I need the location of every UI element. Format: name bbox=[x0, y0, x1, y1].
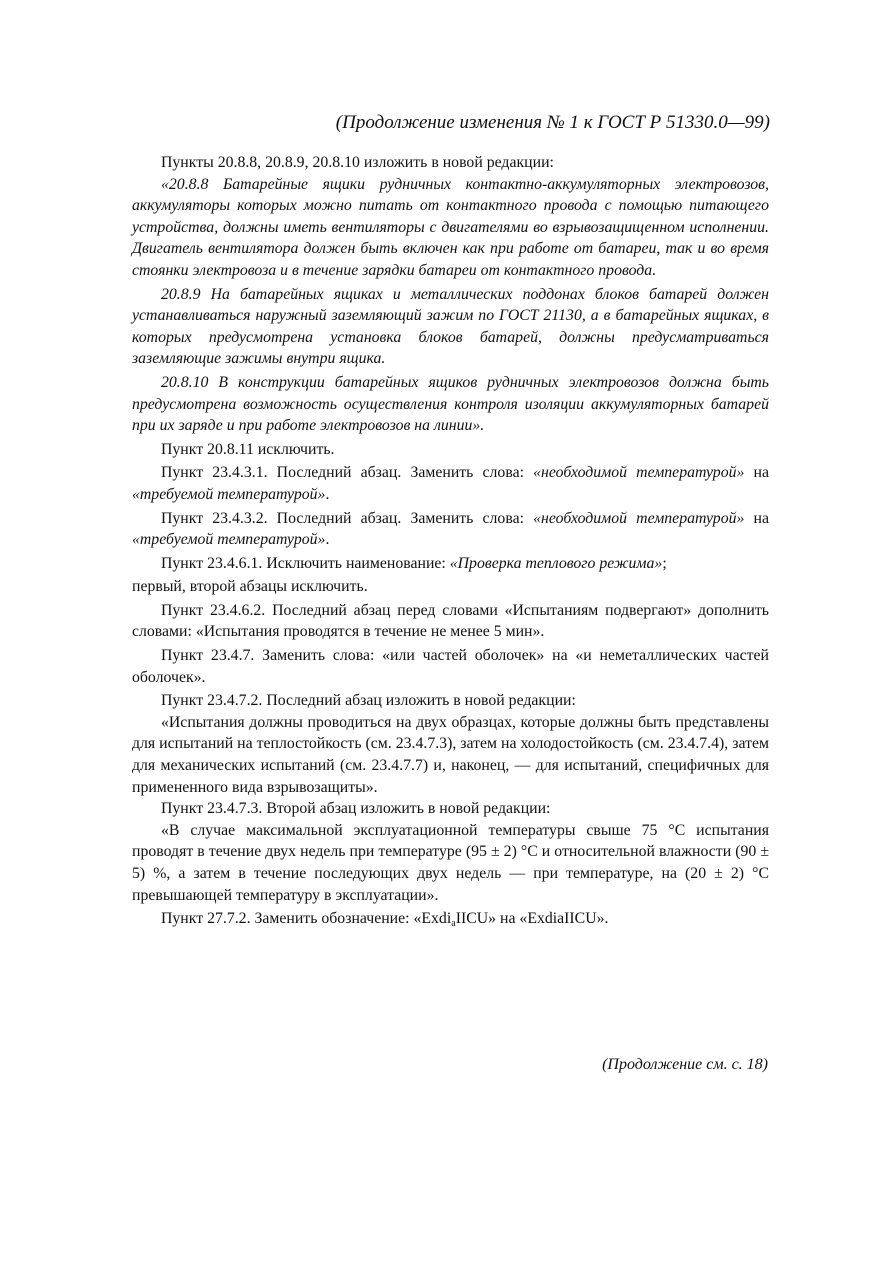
paragraph: Пункт 23.4.6.2. Последний абзац перед словами «Испытаниям подвергают» дополнить словами: «Испытания проводятся в течение не менее 5 мин». bbox=[132, 601, 769, 641]
paragraph: Пункт 23.4.7.2. Последний абзац изложить в новой редакции: bbox=[161, 692, 576, 710]
paragraph: «20.8.8 Батарейные ящики рудничных контактно-аккумуляторных электровозов, аккумуляторы которых можно питать от контактного провода с помощью питающего устройства, должны иметь вентиляторы с двигателями во взрывозащищенном исполнении. Двигатель вентилятора должен быть включен как при работе от батареи, так и во время стоянки электровоза и в течение зарядки батареи от контактного провода. bbox=[132, 175, 769, 279]
paragraph: 20.8.9 На батарейных ящиках и металлических поддонах блоков батарей должен устанавливаться наружный заземляющий зажим по ГОСТ 21130, а в батарейных ящиках, в которых предусмотрена установка блоков батарей, должны предусматриваться заземляющие зажимы внутри ящика. bbox=[132, 285, 769, 368]
paragraph: Пункт 23.4.3.1. Последний абзац. Заменить слова: «необходимой температурой» на «требуемой температурой». bbox=[132, 464, 770, 503]
paragraph: первый, второй абзацы исключить. bbox=[132, 578, 368, 596]
paragraph: Пункт 20.8.11 исключить. bbox=[161, 440, 335, 458]
paragraph: Пункт 23.4.7.3. Второй абзац изложить в новой редакции: bbox=[161, 800, 551, 818]
body-text bbox=[132, 152, 769, 930]
paragraph: 20.8.10 В конструкции батарейных ящиков рудничных электровозов должна быть предусмотрена возможность осуществления контроля изоляции аккумуляторных батарей при их заряде и при работе электровозов на линии». bbox=[132, 373, 769, 435]
paragraph: Пункт 23.4.7. Заменить слова: «или частей оболочек» на «и неметаллических частей оболочек». bbox=[132, 647, 769, 686]
paragraph: «Испытания должны проводиться на двух образцах, которые должны быть представлены для испытаний на теплостойкость (см. 23.4.7.3), затем на холодостойкость (см. 23.4.7.4), затем для механических испытаний (см. 23.4.7.7) и, наконец, — для испытаний, специфичных для примененного вида взрывозащиты». bbox=[132, 713, 769, 796]
continuation-header: (Продолжение изменения № 1 к ГОСТ Р 51330.0—99) bbox=[335, 112, 770, 133]
continuation-footer: (Продолжение см. с. 18) bbox=[602, 1056, 768, 1073]
paragraph: Пункт 23.4.6.1. Исключить наименование: «Проверка теплового режима»; bbox=[161, 554, 667, 572]
paragraph: Пункт 23.4.3.2. Последний абзац. Заменить слова: «необходимой температурой» на «требуемой температурой». bbox=[132, 509, 770, 549]
paragraph: Пункты 20.8.8, 20.8.9, 20.8.10 изложить в новой редакции: bbox=[161, 154, 554, 171]
paragraph: «В случае максимальной эксплуатационной температуры свыше 75 °С испытания проводят в течение двух недель при температуре (95 ± 2) °С и относительной влажности (90 ± 5) %, а затем в течение последующих двух недель — при температуре, на (20 ± 2) °С превышающей температуру в эксплуатации». bbox=[132, 821, 769, 904]
paragraph: Пункт 27.7.2. Заменить обозначение: «Exdi$_a$IICU» на «ExdiaIICU». bbox=[161, 910, 609, 930]
